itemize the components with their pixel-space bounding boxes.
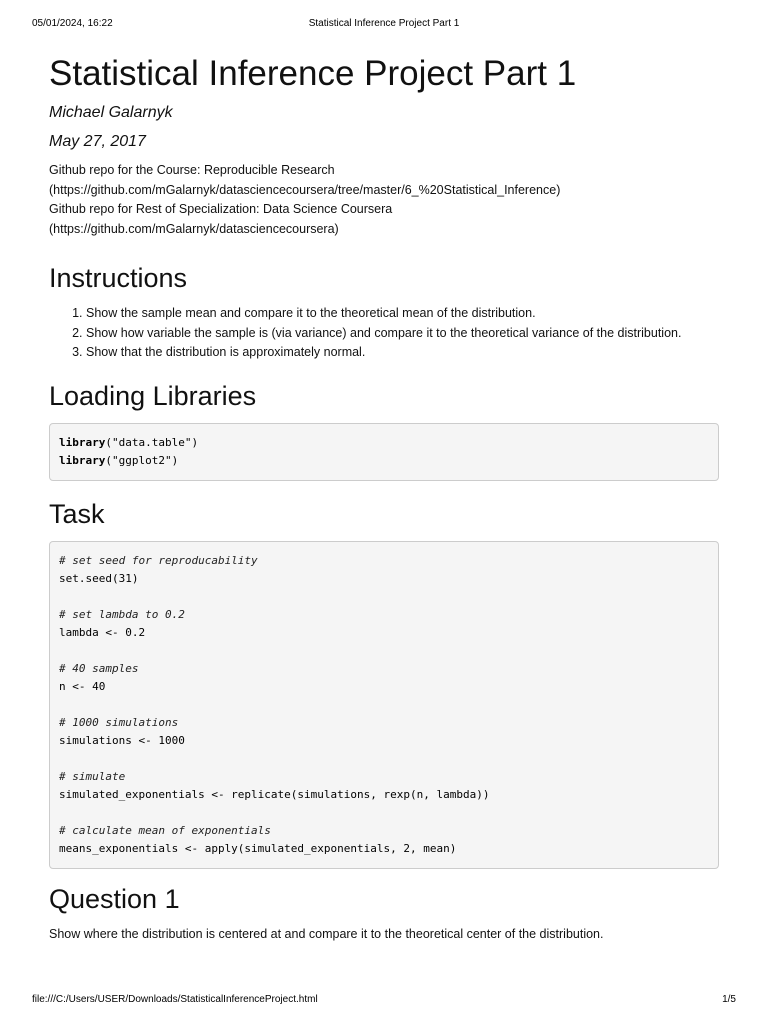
code-blank-line bbox=[59, 588, 709, 606]
code-comment-line: # set lambda to 0.2 bbox=[59, 607, 185, 621]
instructions-list bbox=[49, 304, 719, 363]
task-code-block bbox=[49, 541, 719, 869]
print-datetime: 05/01/2024, 16:22 bbox=[32, 18, 113, 29]
code-line: n <- 40 bbox=[59, 679, 106, 693]
task-heading: Task bbox=[49, 498, 105, 529]
libraries-code-block bbox=[49, 423, 719, 481]
code-blank-line bbox=[59, 804, 709, 822]
instructions-heading: Instructions bbox=[49, 263, 188, 293]
loading-libraries-heading: Loading Libraries bbox=[49, 380, 257, 411]
intro-paragraph bbox=[49, 161, 719, 239]
print-file-path: file:///C:/Users/USER/Downloads/StatisticalInferenceProject.html bbox=[32, 994, 318, 1005]
intro-line-course-url: (https://github.com/mGalarnyk/datasciencecoursera/tree/master/6_%20Statistical_Inference) bbox=[49, 182, 561, 197]
print-page-title: Statistical Inference Project Part 1 bbox=[308, 18, 460, 29]
document-author: Michael Galarnyk bbox=[49, 104, 173, 121]
code-line: set.seed(31) bbox=[59, 571, 139, 585]
code-comment-line: # 40 samples bbox=[59, 661, 139, 675]
code-line: lambda <- 0.2 bbox=[59, 625, 146, 639]
code-line: simulated_exponentials <- replicate(simulations, rexp(n, lambda)) bbox=[59, 787, 490, 801]
code-blank-line bbox=[59, 750, 709, 768]
code-line bbox=[59, 434, 709, 452]
code-line: simulations <- 1000 bbox=[59, 733, 185, 747]
code-comment-line: # set seed for reproducability bbox=[59, 553, 258, 567]
code-comment-line: # simulate bbox=[59, 769, 126, 783]
code-keyword: library bbox=[59, 435, 106, 449]
question1-heading: Question 1 bbox=[49, 883, 180, 914]
print-header bbox=[32, 18, 736, 32]
intro-line-specialization: Github repo for Rest of Specialization: Data Science Coursera bbox=[49, 202, 393, 216]
code-blank-line bbox=[59, 696, 709, 714]
code-line bbox=[59, 452, 709, 470]
code-text: ("data.table") bbox=[105, 435, 199, 449]
print-footer bbox=[32, 994, 736, 1008]
document-title: Statistical Inference Project Part 1 bbox=[49, 54, 577, 93]
instruction-item: 1. Show the sample mean and compare it to the theoretical mean of the distribution. bbox=[86, 304, 719, 324]
intro-line-specialization-url: (https://github.com/mGalarnyk/datasciencecoursera) bbox=[49, 221, 339, 236]
intro-line-course: Github repo for the Course: Reproducible Research bbox=[49, 163, 335, 177]
code-text: ("ggplot2") bbox=[105, 453, 179, 467]
question1-text: Show where the distribution is centered at and compare it to the theoretical center of the distribution. bbox=[49, 926, 604, 941]
instruction-item: 3. Show that the distribution is approximately normal. bbox=[86, 343, 719, 363]
print-page-number: 1/5 bbox=[722, 994, 736, 1005]
document-body bbox=[49, 52, 719, 944]
code-comment-line: # calculate mean of exponentials bbox=[59, 823, 271, 837]
code-line: means_exponentials <- apply(simulated_exponentials, 2, mean) bbox=[59, 841, 457, 855]
instruction-item: 2. Show how variable the sample is (via variance) and compare it to the theoretical variance of the distribution. bbox=[86, 324, 719, 344]
code-keyword: library bbox=[59, 453, 106, 467]
code-blank-line bbox=[59, 642, 709, 660]
document-date: May 27, 2017 bbox=[49, 133, 146, 150]
code-comment-line: # 1000 simulations bbox=[59, 715, 179, 729]
